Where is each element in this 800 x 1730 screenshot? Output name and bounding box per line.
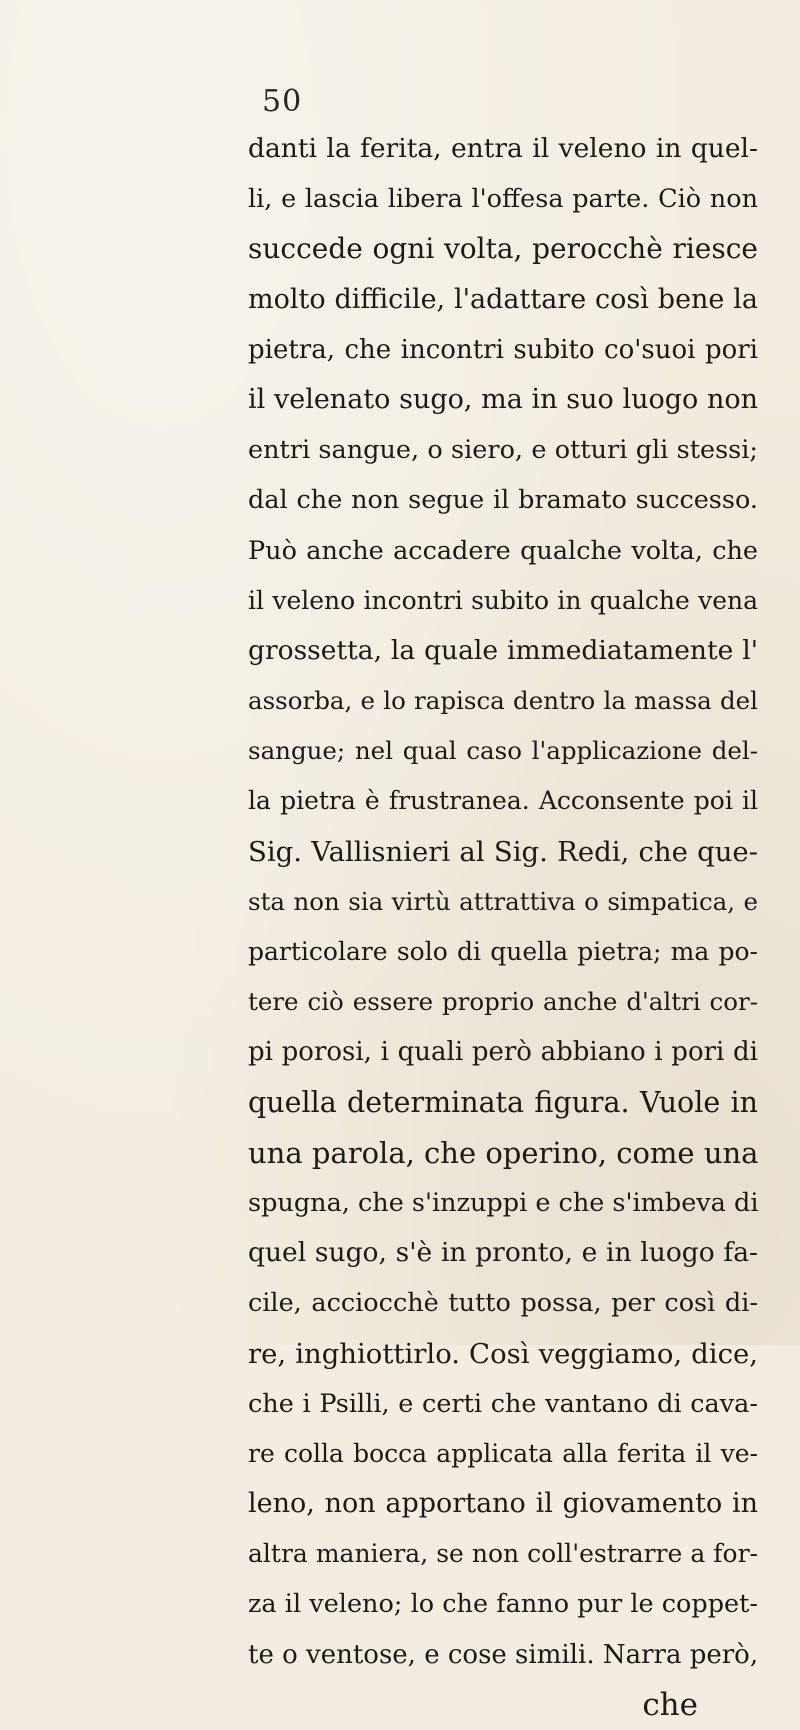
text-line: succede ogni volta, perocchè riesce [248, 232, 758, 266]
text-line: danti la ferita, entra il veleno in quel- [248, 133, 758, 164]
text-line: te o ventose, e cose simili. Narra però, [248, 1639, 758, 1670]
text-line: una parola, che operino, come una [248, 1135, 758, 1170]
text-line: il veleno incontri subito in qualche vena [248, 585, 758, 615]
text-line: la pietra è frustranea. Acconsente poi il [248, 786, 758, 816]
text-line: molto difficile, l'adattare così bene la [248, 283, 758, 315]
text-line: li, e lascia libera l'offesa parte. Ciò non [248, 184, 758, 215]
text-line: il velenato sugo, ma in suo luogo non [248, 383, 758, 415]
text-line: spugna, che s'inzuppi e che s'imbeva di [248, 1187, 758, 1218]
text-line: dal che non segue il bramato successo. [248, 485, 758, 516]
page-number: 50 [262, 84, 303, 119]
text-line: quella determinata figura. Vuole in [248, 1085, 758, 1119]
text-line: sta non sia virtù attrattiva o simpatica, e [248, 886, 758, 916]
text-line: cile, acciocchè tutto possa, per così di- [248, 1288, 758, 1319]
text-line: za il veleno; lo che fanno pur le coppet- [248, 1589, 758, 1620]
body-text [248, 124, 758, 1730]
text-line: tere ciò essere proprio anche d'altri cor- [248, 987, 758, 1017]
text-line: pi porosi, i quali però abbiano i pori di [248, 1037, 758, 1068]
catchword: che [642, 1686, 698, 1723]
text-line: pietra, che incontri subito co'suoi pori [248, 334, 758, 365]
text-line: Può anche accadere qualche volta, che [248, 535, 758, 566]
text-line: Sig. Vallisnieri al Sig. Redi, che que- [248, 835, 758, 868]
text-line: entri sangue, o siero, e otturi gli stessi; [248, 435, 758, 466]
text-line: altra maniera, se non coll'estrarre a for- [248, 1539, 758, 1569]
text-line: quel sugo, s'è in pronto, e in luogo fa- [248, 1237, 758, 1269]
text-line: re colla bocca applicata alla ferita il ve- [248, 1438, 758, 1468]
text-line: particolare solo di quella pietra; ma po- [248, 937, 758, 966]
text-line: re, inghiottirlo. Così veggiamo, dice, [248, 1337, 758, 1370]
text-line: che i Psilli, e certi che vantano di cava- [248, 1388, 758, 1419]
text-line: grossetta, la quale immediatamente l' [248, 634, 758, 666]
text-line: sangue; nel qual caso l'applicazione del- [248, 736, 758, 766]
text-line: assorba, e lo rapisca dentro la massa del [248, 686, 758, 716]
text-line: leno, non apportano il giovamento in [248, 1488, 758, 1520]
